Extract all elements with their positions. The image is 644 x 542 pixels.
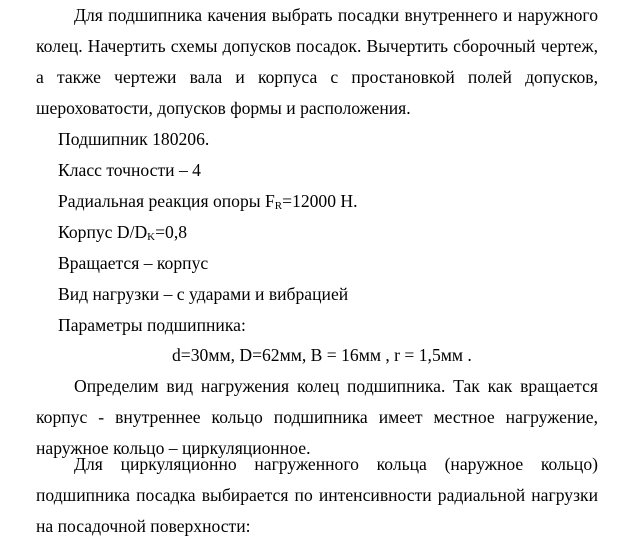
load-type-line: Вид нагрузки – с ударами и вибрацией (58, 284, 349, 304)
housing-ratio-prefix: Корпус D/D (58, 222, 148, 242)
params-title: Параметры подшипника: (58, 315, 246, 335)
text-line: подшипника посадка выбирается по интенсивности радиальной нагрузки (36, 485, 598, 505)
radial-reaction-line (58, 186, 358, 217)
text-line: Определим вид нагружения колец подшипника. Так как вращается (74, 376, 598, 396)
task-paragraph (36, 0, 598, 124)
text-line: на посадочной поверхности: (36, 516, 251, 536)
housing-ratio-line (58, 217, 187, 248)
housing-ratio-subscript: K (147, 231, 156, 243)
text-line: наружное кольцо – циркуляционное. (36, 438, 311, 458)
text-line: Для подшипника качения выбрать посадки внутреннего и наружного (74, 5, 598, 25)
text-line: колец. Начертить схемы допусков посадок. Вычертить сборочный чертеж, (36, 36, 598, 56)
bearing-line: Подшипник 180206. (58, 129, 210, 149)
housing-ratio-value: =0,8 (155, 222, 188, 242)
text-line: Для циркуляционно нагруженного кольца (наружное кольцо) (74, 454, 598, 474)
radial-reaction-value: =12000 Н. (282, 191, 358, 211)
accuracy-class-line: Класс точности – 4 (58, 160, 201, 180)
bearing-parameters-formula: d=30мм, D=62мм, B = 16мм , r = 1,5мм . (172, 345, 472, 365)
radial-reaction-subscript: R (274, 200, 283, 212)
radial-reaction-prefix: Радиальная реакция опоры F (58, 191, 275, 211)
text-line: шероховатости, допусков формы и расположения. (36, 98, 411, 118)
text-line: а также чертежи вала и корпуса с простановкой полей допусков, (36, 67, 598, 87)
fit-selection-paragraph (36, 449, 598, 542)
text-line: корпус - внутреннее кольцо подшипника имеет местное нагружение, (36, 407, 598, 427)
rotating-line: Вращается – корпус (58, 253, 209, 273)
